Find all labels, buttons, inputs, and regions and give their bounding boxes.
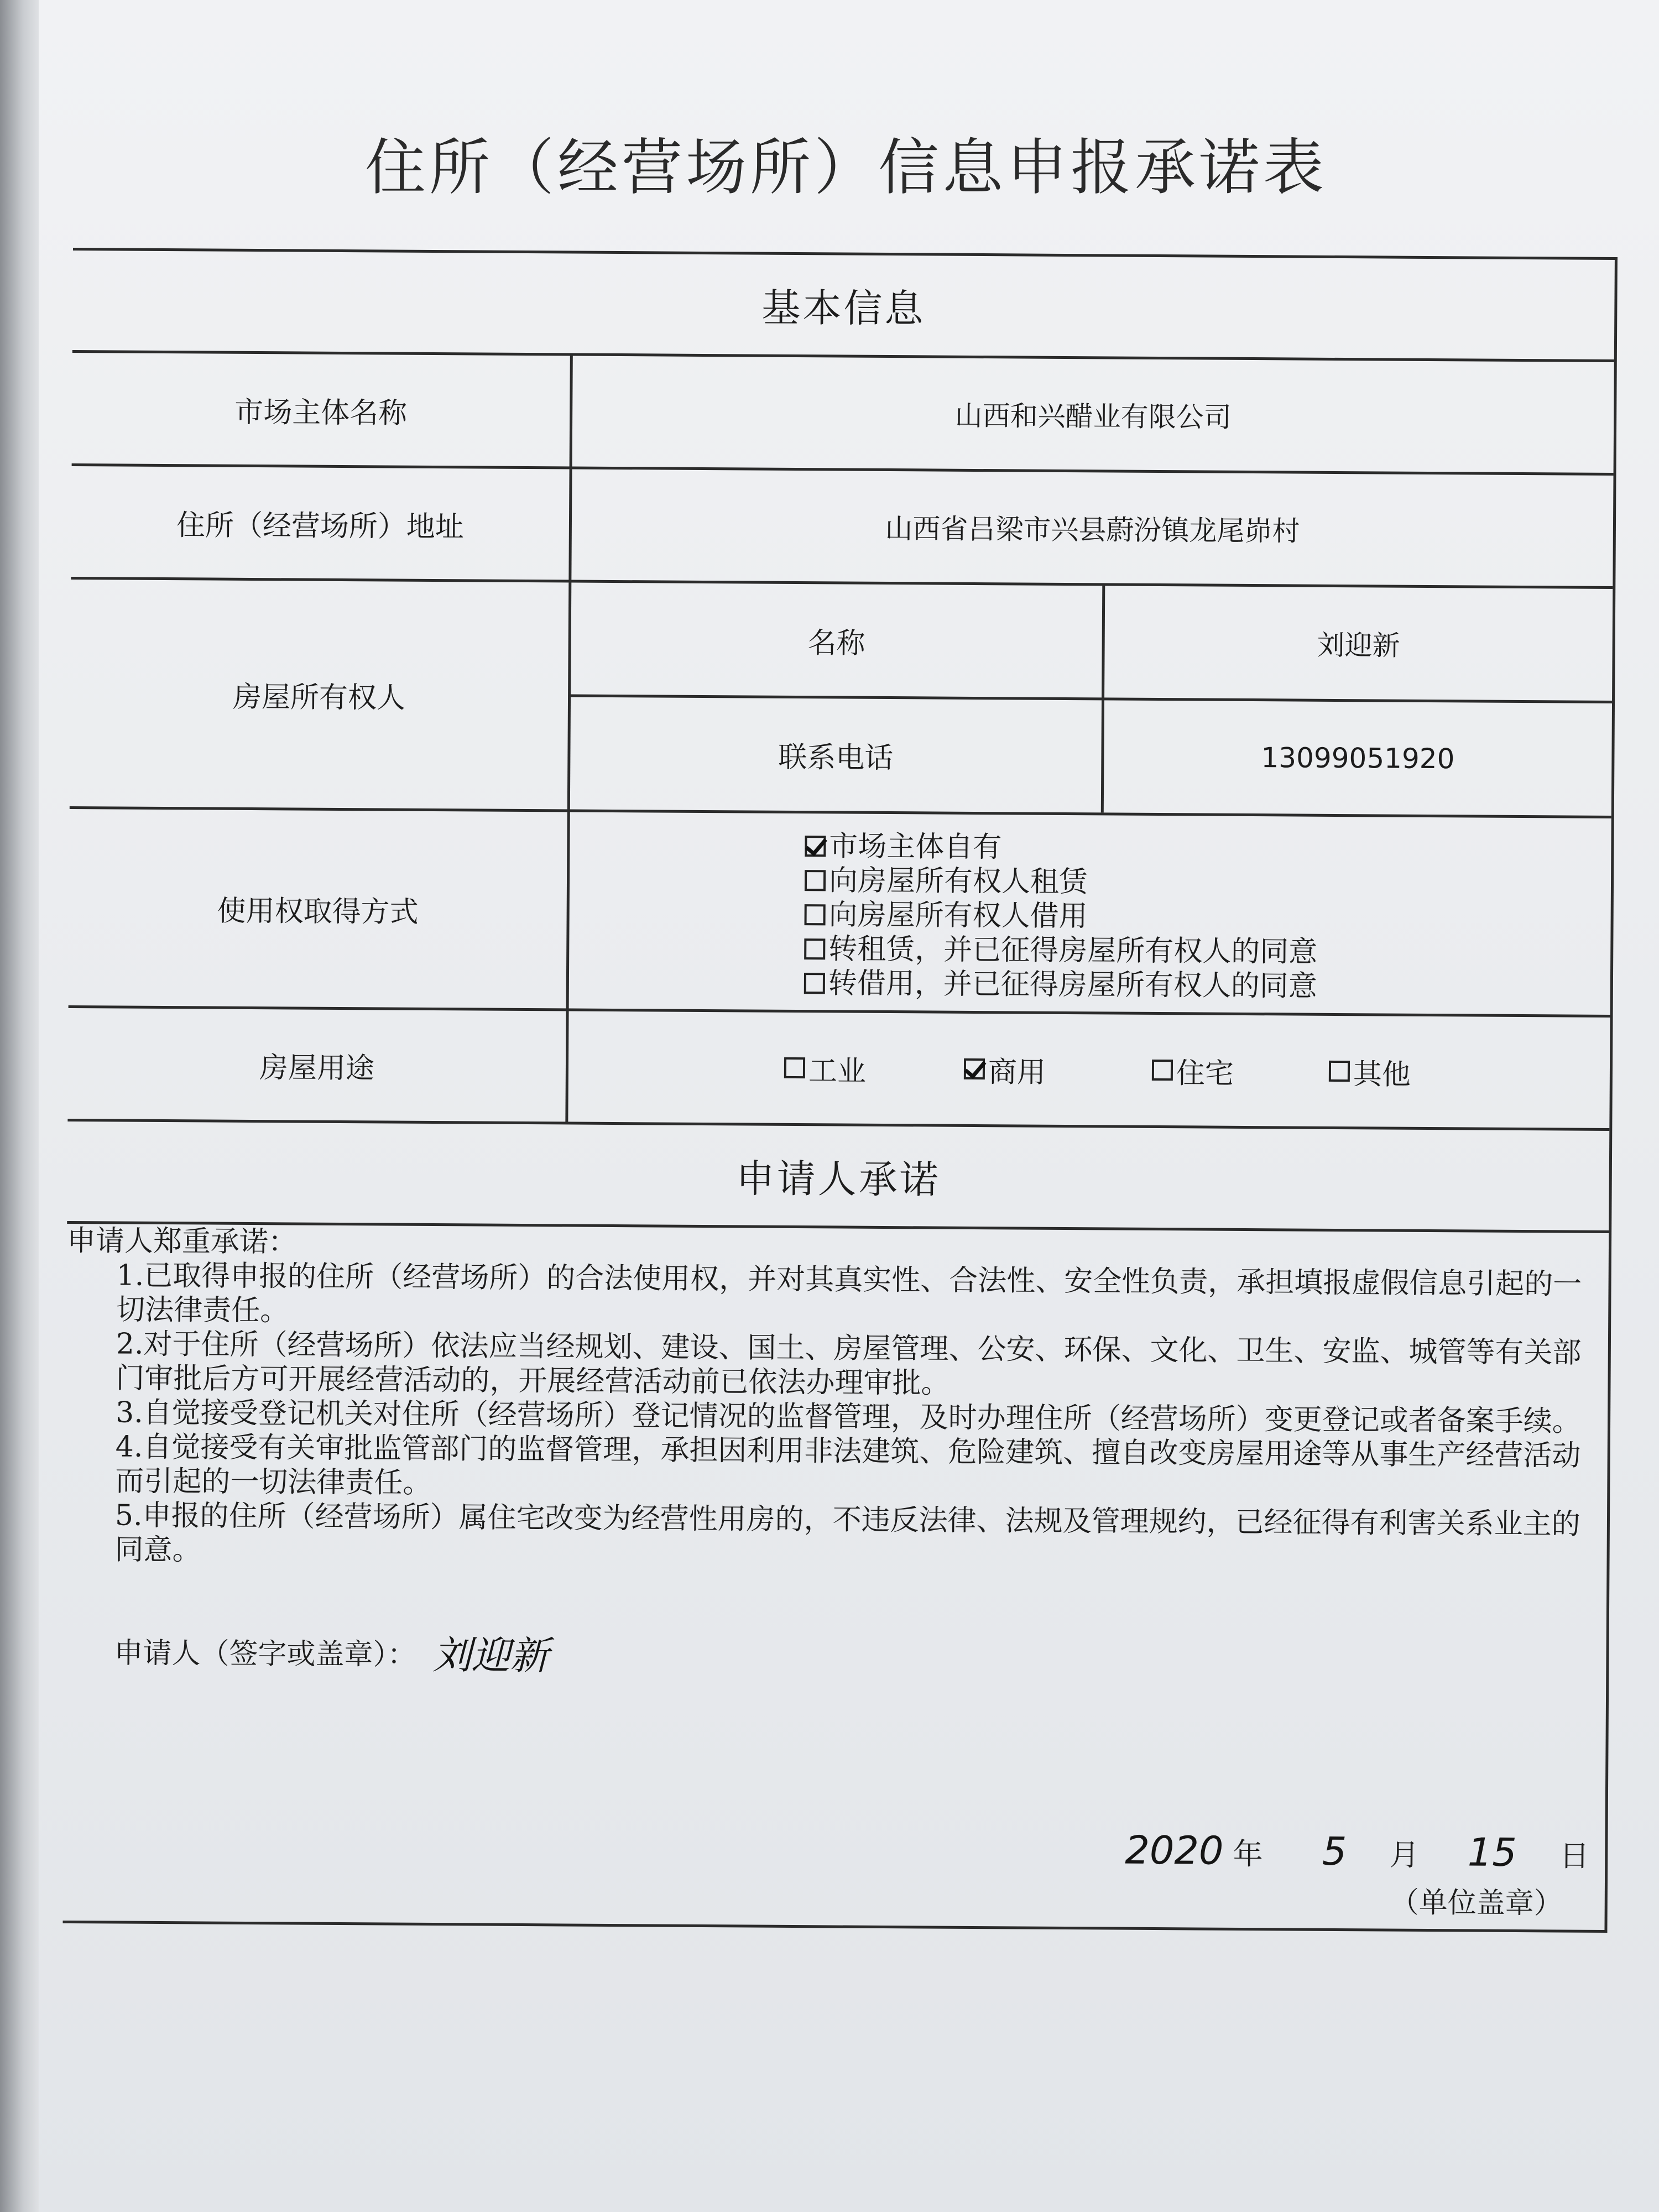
basic-info-header-row xyxy=(72,251,1615,362)
date-month-unit: 月 xyxy=(1389,1837,1420,1872)
entity-name-value: 山西和兴醋业有限公司 xyxy=(954,399,1232,434)
acquisition-option xyxy=(804,966,1317,1004)
unit-stamp-note: （单位盖章） xyxy=(1390,1886,1563,1921)
owner-row xyxy=(70,580,1613,818)
owner-name-label: 名称 xyxy=(807,626,865,660)
commitment-intro: 申请人郑重承诺： xyxy=(66,1224,298,1259)
empty-checkbox-icon xyxy=(805,904,826,925)
date-line xyxy=(1125,1828,1589,1876)
acquisition-option-label: 转租赁，并已征得房屋所有权人的同意 xyxy=(828,932,1318,969)
entity-name-row xyxy=(72,353,1614,476)
usage-option xyxy=(1328,1016,1411,1127)
usage-option xyxy=(963,1014,1046,1125)
acquisition-option-label: 市场主体自有 xyxy=(829,830,1002,864)
usage-option xyxy=(1151,1015,1234,1126)
usage-option-label: 其他 xyxy=(1353,1057,1411,1092)
commitment-header-row xyxy=(67,1121,1609,1233)
commitment-item: 3.自觉接受登记机关对住所（经营场所）登记情况的监督管理，及时办理住所（经营场所）变更登记或者备案手续。 xyxy=(115,1396,1581,1438)
empty-checkbox-icon xyxy=(804,973,825,994)
signer-label: 申请人（签字或盖章）： xyxy=(114,1636,416,1672)
acquisition-option xyxy=(805,863,1318,901)
date-month: 5 xyxy=(1322,1828,1347,1875)
acquisition-options xyxy=(804,829,1318,1004)
commitment-item: 5.申报的住所（经营场所）属住宅改变为经营性用房的，不违反法律、法规及管理规约，已经征得有利害关系业主的同意。 xyxy=(114,1499,1580,1567)
acquisition-option-label: 向房屋所有权人租赁 xyxy=(828,864,1088,899)
owner-phone-label: 联系电话 xyxy=(778,740,894,775)
address-label: 住所（经营场所）地址 xyxy=(176,508,465,544)
document-page xyxy=(39,0,1659,2212)
acquisition-option-label: 向房屋所有权人借用 xyxy=(828,898,1088,933)
address-row xyxy=(71,466,1613,589)
entity-name-label: 市场主体名称 xyxy=(234,395,408,430)
commitment-item: 1.已取得申报的住所（经营场所）的合法使用权，并对其真实性、合法性、安全性负责，承担填报虚假信息引起的一切法律责任。 xyxy=(116,1259,1582,1328)
commitment-item: 4.自觉接受有关审批监管部门的监督管理，承担因利用非法建筑、危险建筑、擅自改变房屋用途等从事生产经营活动而引起的一切法律责任。 xyxy=(115,1430,1581,1500)
acquisition-option xyxy=(804,932,1317,969)
usage-row xyxy=(67,1008,1610,1131)
document-title: 住所（经营场所）信息申报承诺表 xyxy=(365,132,1327,203)
date-day: 15 xyxy=(1467,1829,1517,1876)
usage-option-label: 商用 xyxy=(988,1055,1046,1089)
usage-label: 房屋用途 xyxy=(259,1051,375,1085)
address-value: 山西省吕梁市兴县蔚汾镇龙尾峁村 xyxy=(885,512,1300,547)
owner-phone-value: 13099051920 xyxy=(1261,741,1455,775)
owner-label: 房屋所有权人 xyxy=(232,680,406,715)
date-year: 2020 xyxy=(1125,1827,1224,1874)
commitment-body xyxy=(65,1224,1609,1576)
basic-info-heading: 基本信息 xyxy=(761,285,926,331)
usage-option-label: 住宅 xyxy=(1176,1056,1234,1091)
date-day-unit: 日 xyxy=(1559,1838,1590,1874)
usage-option-label: 工业 xyxy=(808,1054,867,1088)
empty-checkbox-icon xyxy=(1329,1061,1350,1082)
declaration-form xyxy=(62,248,1617,1933)
acquisition-label: 使用权取得方式 xyxy=(217,894,419,929)
commitment-item: 2.对于住所（经营场所）依法应当经规划、建设、国土、房屋管理、公安、环保、文化、卫生、安监、城管等有关部门审批后方可开展经营活动的，开展经营活动前已依法办理审批。 xyxy=(116,1327,1582,1400)
acquisition-option-label: 转借用，并已征得房屋所有权人的同意 xyxy=(828,967,1318,1003)
usage-option xyxy=(784,1013,866,1124)
checked-checkbox-icon xyxy=(805,836,826,857)
checked-checkbox-icon xyxy=(964,1058,985,1079)
empty-checkbox-icon xyxy=(1152,1060,1173,1081)
owner-name-value: 刘迎新 xyxy=(1317,629,1400,662)
acquisition-option xyxy=(804,898,1317,935)
acquisition-row xyxy=(69,809,1611,1018)
date-year-unit: 年 xyxy=(1233,1836,1263,1872)
binder-spine xyxy=(0,0,39,2212)
acquisition-option xyxy=(805,829,1318,867)
empty-checkbox-icon xyxy=(805,870,826,891)
empty-checkbox-icon xyxy=(784,1057,805,1078)
commitment-heading: 申请人承诺 xyxy=(735,1155,941,1203)
empty-checkbox-icon xyxy=(804,938,825,959)
handwritten-signature: 刘迎新 xyxy=(432,1632,549,1679)
signer-line xyxy=(114,1623,549,1681)
